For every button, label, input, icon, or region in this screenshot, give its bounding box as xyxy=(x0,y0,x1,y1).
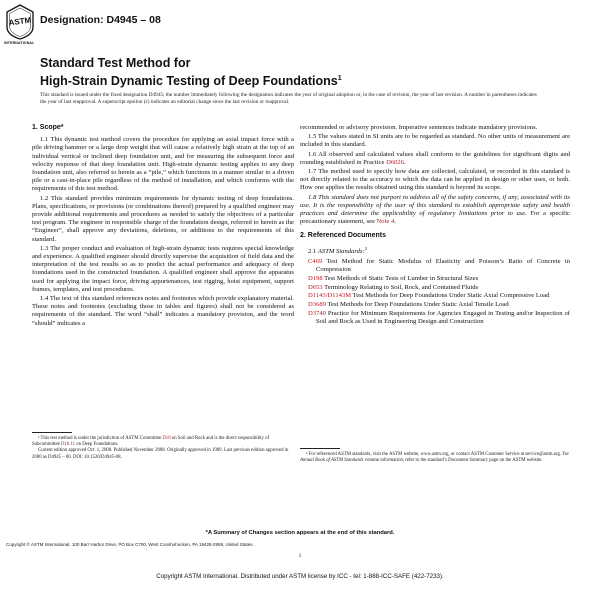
reference-link[interactable]: D198 xyxy=(308,274,323,282)
reference-item: D198 Test Methods of Static Tests of Lumber in Structural Sizes xyxy=(308,274,479,282)
reference-item: C469 Test Method for Static Modulus of Elasticity and Poisson’s Ratio of Concrete in Compression xyxy=(308,258,570,274)
astm-standards-subheading: 2.1 ASTM Standards:$^2$ xyxy=(308,245,367,255)
scope-1-4: 1.4 The text of this standard references notes and footnotes which provide explanatory material. These notes and footnotes (excluding those in tables and figures) shall not be considered as requirements of the standard. The word “shall” indicates a mandatory provision, and the word “should” indicates a xyxy=(32,295,294,327)
reference-link[interactable]: D3740 xyxy=(308,309,326,317)
link-d18-11[interactable]: D18.11 xyxy=(60,442,76,448)
footnote-2: ² For referenced ASTM standards, visit the ASTM website, www.astm.org, or contact ASTM Customer Service at service@astm.org. For Annual Book of ASTM Standards volume information, refer to the standard’s Document Summary page on the ASTM website. xyxy=(300,452,570,464)
scope-1-2: 1.2 This standard provides minimum requirements for dynamic testing of deep foundations. Plans, specifications, or provisions (or combinations thereof) prepared by a qualified engineer may provide additional requirements and procedures as needed to satisfy the objectives of a particular test program. The engineer in responsible charge of the foundation design, referred to herein as the “Engineer”, shall approve any deviations, deletions, or additions to the requirements of this standard. xyxy=(32,194,294,243)
footnote-rule-right xyxy=(300,448,340,449)
scope-1-8: 1.8 This standard does not purport to address all of the safety concerns, if any, associated with its use. It is the responsibility of the user of this standard to establish appropriate safety and health practices and determine the applicability of regulatory limitations prior to use. For a specific precautionary statement, see Note 4. xyxy=(300,193,570,226)
scope-1-5: 1.5 The values stated in SI units are to be regarded as standard. No other units of measurement are included in this standard. xyxy=(300,133,570,149)
logo-subtext: INTERNATIONAL xyxy=(4,41,35,45)
reference-link[interactable]: D3689 xyxy=(308,301,326,309)
designation: Designation: D4945 – 08 xyxy=(40,14,161,26)
license-line: Copyright ASTM International. Distributed under ASTM license by ICC - tel: 1-888-ICC-SAFE (422-7233). xyxy=(156,573,444,580)
scope-1-3: 1.3 The proper conduct and evaluation of high-strain dynamic tests requires special knowledge and experience. A qualified engineer should directly supervise the acquisition of field data and the interpretation of the test results so as to predict the actual performance and adequacy of deep foundations used in the constructed foundation. A qualified engineer shall approve the apparatus used for applying the impact force, driving appurtenances, test rigging, hoist equipment, support frames, templates, and test procedures. xyxy=(32,244,294,293)
reference-item: D3689 Test Methods for Deep Foundations Under Static Axial Tensile Load xyxy=(308,301,509,309)
page-number: 1 xyxy=(298,553,302,559)
link-d18[interactable]: D18 xyxy=(162,436,171,441)
astm-logo xyxy=(4,4,35,45)
title-line-2: High-Strain Dynamic Testing of Deep Foundations$^1$ xyxy=(40,74,342,89)
scope-1-7: 1.7 The method used to specify how data are collected, calculated, or recorded in this standard is not directly related to the accuracy to which the data can be applied in design or other uses, or both. How one applies the results obtained using this standard is beyond its scope. xyxy=(300,168,570,192)
scope-1-4-continued: recommended or advisory provision. Imperative sentences indicate mandatory provisions. xyxy=(300,124,538,131)
referenced-documents-heading: 2. Referenced Documents xyxy=(300,232,386,240)
reference-link[interactable]: C469 xyxy=(308,258,323,266)
copyright-line: Copyright © ASTM International, 100 Barr Harbor Drive, PO Box C700, West Conshohocken, PA 19428-2959, United States. xyxy=(6,542,254,547)
title-line-1: Standard Test Method for xyxy=(40,56,191,70)
issuance-notice: This standard is issued under the fixed designation D4945; the number immediately following the designation indicates the year of original adoption or, in the case of revision, the year of last revision. A number in parentheses indicates the year of last reapproval. A superscript epsilon (ε) indicates an editorial change since the last revision or reapproval. xyxy=(40,92,537,105)
footnote-rule-left xyxy=(32,432,72,433)
astm-logo-icon xyxy=(5,4,35,40)
scope-1-1: 1.1 This dynamic test method covers the procedure for applying an axial impact force with a pile driving hammer or a large drop weight that will cause a relatively high strain at the top of an individual vertical or inclined deep foundation unit, and for measuring the subsequent force and velocity response of that deep foundation unit. High-strain dynamic testing applies to any deep foundation unit, also referred to herein as a “pile,” which functions in a manner similar to a driven pile or a cast-in-place pile regardless of the method of installation, and which conforms with the requirements of this test method. xyxy=(32,136,294,193)
svg-text:ASTM: ASTM xyxy=(8,15,32,28)
reference-link[interactable]: D1143/D1143M xyxy=(308,292,352,300)
scope-heading: 1. Scope* xyxy=(32,124,64,131)
link-d6026[interactable]: D6026 xyxy=(386,158,405,166)
scope-1-6: 1.6 All observed and calculated values shall conform to the guidelines for significant digits and rounding established in Practice D6026. xyxy=(300,150,570,166)
document-title xyxy=(40,56,342,89)
right-column xyxy=(300,124,570,327)
link-note-4[interactable]: Note 4 xyxy=(376,218,395,226)
left-column xyxy=(32,124,294,329)
summary-of-changes-note: *A Summary of Changes section appears at the end of this standard. xyxy=(205,530,395,536)
reference-item: D653 Terminology Relating to Soil, Rock, and Contained Fluids xyxy=(308,283,479,291)
reference-link[interactable]: D653 xyxy=(308,283,323,291)
reference-item: D3740 Practice for Minimum Requirements for Agencies Engaged in Testing and/or Inspection of Soil and Rock as Used in Engineering Design and Construction xyxy=(308,309,570,325)
footnote-1: ¹ This test method is under the jurisdiction of ASTM Committee D18 on Soil and Rock and is the direct responsibility of Subcommittee D18.11 on Deep Foundations. Current edition approved Oct. 1, 2008. Published November 2008. Originally approved in 1989. Last previous edition approved in 2000 as D4945 – 00. DOI: 10.1520/D4945-08. xyxy=(32,436,289,460)
reference-item: D1143/D1143M Test Methods for Deep Foundations Under Static Axial Compressive Load xyxy=(308,292,550,300)
